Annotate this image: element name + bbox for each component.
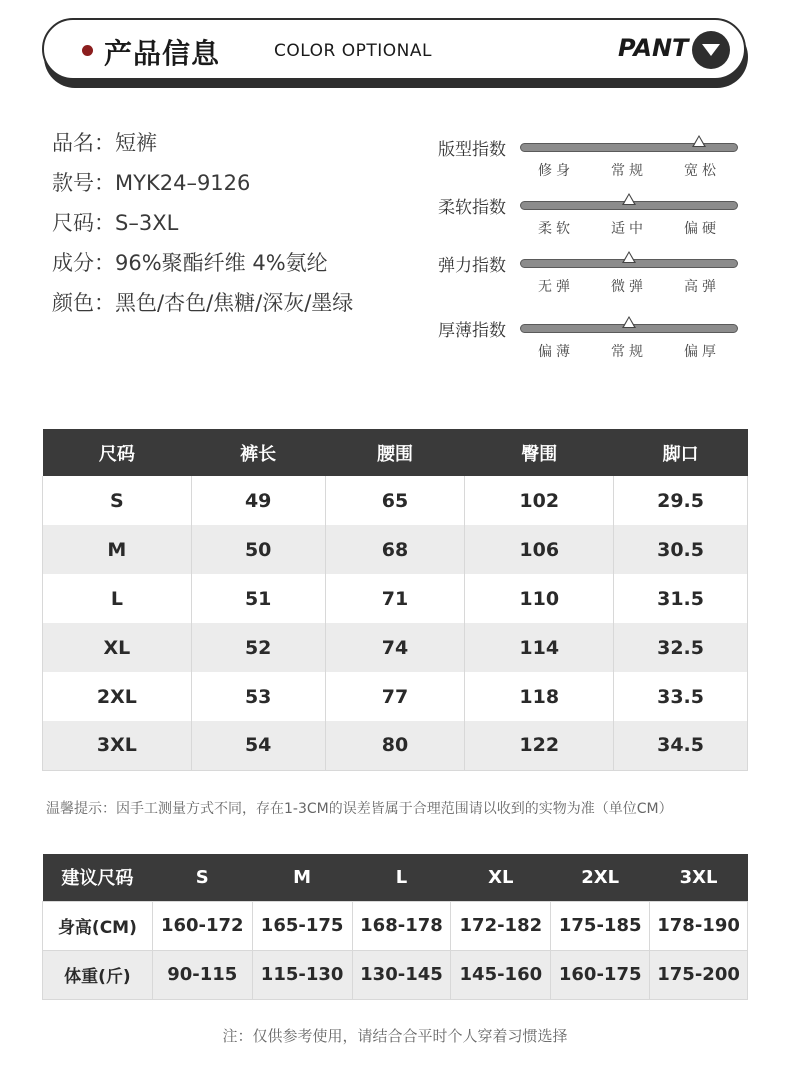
column-header: 裤长 (191, 429, 325, 476)
index-tick-label: 偏薄 (538, 344, 574, 360)
column-header: 建议尺码 (43, 854, 153, 901)
table-row (43, 574, 748, 623)
row-header: 体重(斤) (43, 950, 153, 999)
bullet-dot-icon (82, 45, 93, 56)
table-row (43, 623, 748, 672)
index-marker-icon (622, 316, 636, 328)
table-cell: 34.5 (614, 721, 748, 770)
index-tick-label: 常规 (611, 344, 647, 360)
table-row (43, 950, 748, 999)
table-cell: 52 (191, 623, 325, 672)
table-cell: 77 (325, 672, 465, 721)
table-cell: 29.5 (614, 476, 748, 525)
table-cell: 175-185 (551, 901, 650, 950)
table-cell: 130-145 (352, 950, 451, 999)
index-tick-label: 宽松 (684, 163, 720, 179)
table-cell: XL (43, 623, 192, 672)
index-scale (438, 193, 748, 243)
column-header: 3XL (650, 854, 748, 901)
table-row (43, 476, 748, 525)
table-cell: 30.5 (614, 525, 748, 574)
table-cell: 51 (191, 574, 325, 623)
table-cell: M (43, 525, 192, 574)
column-header: 脚口 (614, 429, 748, 476)
index-label: 弹力指数 (438, 256, 506, 276)
table-cell: 122 (465, 721, 614, 770)
table-cell: L (43, 574, 192, 623)
chevron-down-icon (692, 31, 730, 69)
measurement-tip: 温馨提示：因手工测量方式不同，存在1-3CM的误差皆属于合理范围请以收到的实物为准（单位CM） (46, 801, 673, 817)
table-cell: 118 (465, 672, 614, 721)
index-scale (438, 316, 748, 366)
table-cell: 165-175 (252, 901, 352, 950)
table-cell: 65 (325, 476, 465, 525)
size-table (42, 429, 748, 771)
table-cell: 168-178 (352, 901, 451, 950)
table-row (43, 672, 748, 721)
info-size-range: 尺码：S–3XL (52, 211, 179, 235)
index-tick-label: 无弹 (538, 279, 574, 295)
index-label: 厚薄指数 (438, 321, 506, 341)
table-cell: 114 (465, 623, 614, 672)
table-cell: 102 (465, 476, 614, 525)
section-subtitle: COLOR OPTIONAL (274, 41, 432, 61)
table-cell: 178-190 (650, 901, 748, 950)
index-marker-icon (622, 193, 636, 205)
table-cell: 172-182 (451, 901, 551, 950)
column-header: 腰围 (325, 429, 465, 476)
table-cell: 49 (191, 476, 325, 525)
info-style-number: 款号：MYK24–9126 (52, 171, 251, 195)
table-cell: 106 (465, 525, 614, 574)
table-row (43, 525, 748, 574)
product-info (52, 128, 353, 328)
info-name: 品名：短裤 (52, 131, 157, 155)
index-tick-label: 偏硬 (684, 221, 720, 237)
table-cell: 54 (191, 721, 325, 770)
table-cell: 160-172 (152, 901, 252, 950)
size-table-header (43, 429, 748, 476)
table-cell: 110 (465, 574, 614, 623)
index-tick-label: 微弹 (611, 279, 647, 295)
table-cell: 90-115 (152, 950, 252, 999)
recommend-table-header (43, 854, 748, 901)
index-label: 柔软指数 (438, 198, 506, 218)
table-cell: 3XL (43, 721, 192, 770)
index-tick-label: 修身 (538, 163, 574, 179)
index-tick-label: 柔软 (538, 221, 574, 237)
column-header: 尺码 (43, 429, 192, 476)
table-cell: 31.5 (614, 574, 748, 623)
info-composition: 成分：96%聚酯纤维 4%氨纶 (52, 251, 328, 275)
column-header: S (152, 854, 252, 901)
index-scale (438, 251, 748, 301)
table-cell: 80 (325, 721, 465, 770)
index-tick-label: 适中 (611, 221, 647, 237)
table-cell: 32.5 (614, 623, 748, 672)
column-header: L (352, 854, 451, 901)
footer-note: 注：仅供参考使用，请结合合平时个人穿着习惯选择 (222, 1027, 568, 1045)
table-cell: 145-160 (451, 950, 551, 999)
category-label: PANT (618, 34, 689, 62)
table-cell: 53 (191, 672, 325, 721)
column-header: XL (451, 854, 551, 901)
table-cell: 68 (325, 525, 465, 574)
table-row (43, 721, 748, 770)
table-cell: 2XL (43, 672, 192, 721)
index-marker-icon (622, 251, 636, 263)
table-cell: 175-200 (650, 950, 748, 999)
index-tick-label: 偏厚 (684, 344, 720, 360)
table-row (43, 901, 748, 950)
table-cell: 33.5 (614, 672, 748, 721)
index-tick-label: 常规 (611, 163, 647, 179)
table-cell: 160-175 (551, 950, 650, 999)
index-scale (438, 135, 748, 185)
info-colors: 颜色：黑色/杏色/焦糖/深灰/墨绿 (52, 291, 354, 315)
table-cell: 115-130 (252, 950, 352, 999)
column-header: 臀围 (465, 429, 614, 476)
table-cell: 74 (325, 623, 465, 672)
recommend-table (42, 854, 748, 1000)
column-header: M (252, 854, 352, 901)
table-cell: 50 (191, 525, 325, 574)
row-header: 身高(CM) (43, 901, 153, 950)
section-header (42, 18, 746, 80)
section-title: 产品信息 (104, 37, 221, 70)
table-cell: 71 (325, 574, 465, 623)
column-header: 2XL (551, 854, 650, 901)
index-marker-icon (692, 135, 706, 147)
index-label: 版型指数 (438, 140, 506, 160)
table-cell: S (43, 476, 192, 525)
index-tick-label: 高弹 (684, 279, 720, 295)
